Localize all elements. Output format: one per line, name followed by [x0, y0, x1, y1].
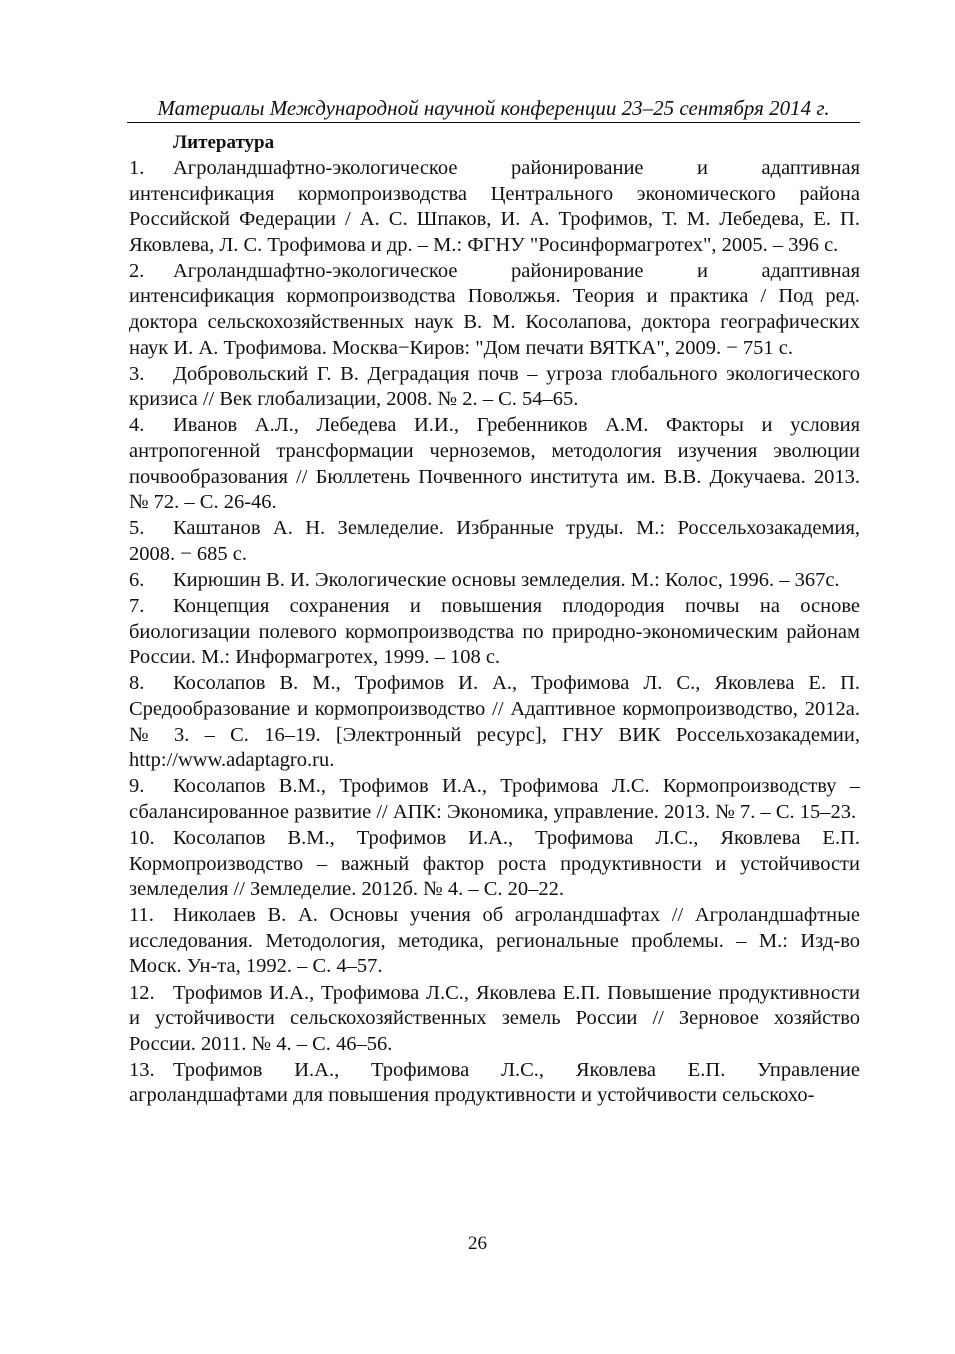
reference-text: Агроландшафтно-экологическое районирование и адаптивная интенсификация кормопроизводства Поволжья. Теория и практика / Под ред. доктора сельскохозяйственных наук В. М. Косолапова, доктора географических наук И. А. Трофимова. Москва−Киров: "Дом печати ВЯТКА", 2009. − 751 с. [129, 259, 860, 359]
reference-text: Косолапов В.М., Трофимов И.А., Трофимова Л.С., Яковлева Е.П. Кормопроизводство – важный фактор роста продуктивности и устойчивости земледелия // Земледелие. 2012б. № 4. – С. 20–22. [129, 826, 860, 901]
reference-number: 7. [129, 595, 145, 618]
reference-number: 13. [129, 1058, 155, 1081]
reference-text: Косолапов В.М., Трофимов И.А., Трофимова Л.С. Кормопроизводству – сбалансированное развитие // АПК: Экономика, управление. 2013. № 7. – С. 15–23. [129, 775, 860, 823]
reference-item [129, 981, 860, 1058]
reference-text: Трофимов И.А., Трофимова Л.С., Яковлева Е.П. Повышение продуктивности и устойчивости сельскохозяйственных земель России // Зерновое хозяйство России. 2011. № 4. – С. 46–56. [129, 981, 860, 1055]
reference-number: 4. [129, 414, 145, 437]
running-header: Материалы Международной научной конференции 23–25 сентября 2014 г. [127, 95, 860, 123]
section-title: Литература [173, 132, 275, 153]
reference-number: 12. [129, 981, 155, 1004]
reference-item [129, 671, 860, 773]
reference-number: 8. [129, 672, 145, 695]
reference-number: 11. [129, 904, 154, 927]
reference-item [129, 516, 860, 567]
page-number: 26 [468, 1233, 487, 1254]
reference-item [129, 1058, 860, 1109]
reference-item [129, 594, 860, 671]
reference-number: 5. [129, 517, 145, 540]
reference-text: Кирюшин В. И. Экологические основы земледелия. М.: Колос, 1996. – 367с. [173, 569, 840, 591]
reference-text: Трофимов И.А., Трофимова Л.С., Яковлева Е.П. Управление агроландшафтами для повышения продуктивности и устойчивости сельскохо- [129, 1058, 860, 1107]
reference-text: Концепция сохранения и повышения плодородия почвы на основе биологизации полевого кормопроизводства по природно-экономическим районам России. М.: Информагротех, 1999. – 108 с. [129, 595, 860, 669]
reference-number: 2. [129, 259, 145, 282]
reference-list [129, 156, 860, 1109]
reference-item [129, 826, 860, 903]
reference-item [129, 156, 860, 258]
reference-item [129, 903, 860, 980]
reference-item [129, 568, 860, 594]
reference-text: Добровольский Г. В. Деградация почв – угроза глобального экологического кризиса // Век глобализации, 2008. № 2. – С. 54–65. [129, 362, 860, 411]
reference-text: Косолапов В. М., Трофимов И. А., Трофимова Л. С., Яковлева Е. П. Средообразование и кормопроизводство // Адаптивное кормопроизводство, 2012а. № 3. – С. 16–19. [Электронный ресурс], ГНУ ВИК Россельхозакадемии, http://www.adaptagro.ru. [129, 672, 860, 772]
reference-number: 9. [129, 775, 145, 798]
reference-number: 1. [129, 157, 145, 179]
reference-item [129, 413, 860, 515]
reference-text: Каштанов А. Н. Земледелие. Избранные труды. М.: Россельхозакадемия, 2008. − 685 с. [129, 517, 860, 565]
reference-number: 10. [129, 826, 155, 849]
reference-text: Агроландшафтно-экологическое районирование и адаптивная интенсификация кормопроизводства Центрального экономического района Российской Федерации / А. С. Шпаков, И. А. Трофимов, Т. М. Лебедева, Е. П. Яковлева, Л. С. Трофимова и др. – М.: ФГНУ "Росинформагротех", 2005. – 396 с. [129, 157, 860, 256]
reference-item [129, 362, 860, 413]
reference-item [129, 259, 860, 361]
reference-item [129, 774, 860, 825]
reference-number: 6. [129, 569, 145, 591]
reference-text: Иванов А.Л., Лебедева И.И., Гребенников А.М. Факторы и условия антропогенной трансформации черноземов, методология изучения эволюции почвообразования // Бюллетень Почвенного института им. В.В. Докучаева. 2013. № 72. – С. 26-46. [129, 414, 860, 514]
reference-number: 3. [129, 362, 145, 385]
reference-text: Николаев В. А. Основы учения об агроландшафтах // Агроландшафтные исследования. Методология, методика, региональные проблемы. – М.: Изд-во Моск. Ун-та, 1992. – С. 4–57. [129, 904, 860, 978]
